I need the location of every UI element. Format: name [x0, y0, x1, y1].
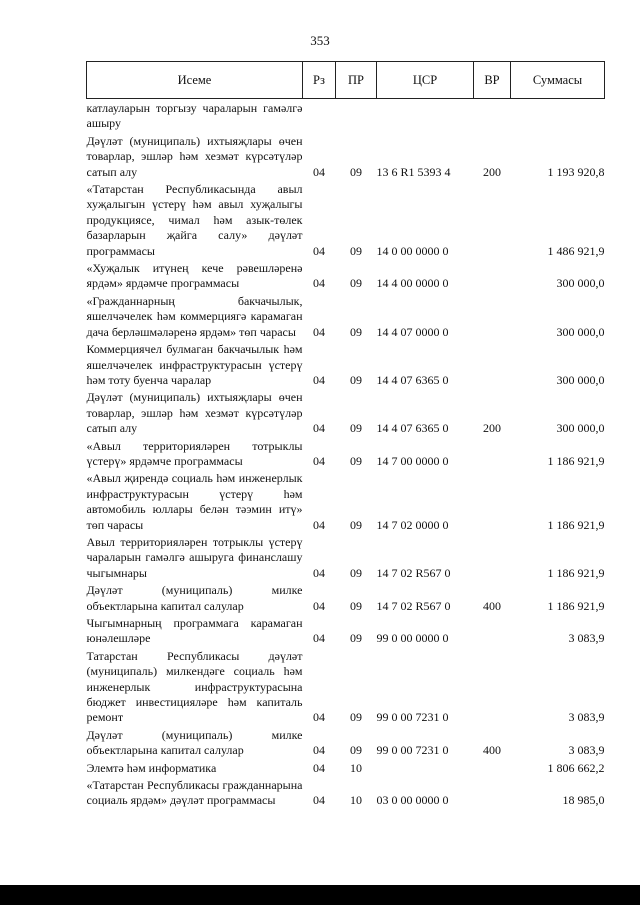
row-name: Татарстан Республикасы дәүләт (муниципаль) милкендәге социаль һәм инженерлык инфраструктурасына бюджет инвестицияләре һәм капиталь ремонт: [86, 648, 303, 725]
row-vr: [474, 759, 511, 776]
row-rz: 04: [313, 598, 325, 613]
header-name: Исеме: [87, 62, 303, 99]
row-pr: 09: [350, 598, 362, 613]
row-vr: [474, 180, 511, 259]
row-sum: 3 083,9: [568, 631, 605, 646]
row-name: «Авыл җирендә социаль һәм инженерлык инфраструктурасын үстерү һәм автомобиль юллары белән тәэмин итү» төп чарасы: [86, 471, 303, 532]
row-name: «Хуҗалык итүнең кече рәвешләренә ярдәм» ярдәмче программасы: [86, 261, 303, 291]
row-pr: 09: [350, 372, 362, 387]
row-csr: 14 0 00 0000 0: [376, 243, 449, 258]
row-csr: [377, 759, 474, 776]
row-rz: 04: [313, 372, 325, 387]
row-rz: 04: [313, 565, 325, 580]
table-row: [87, 180, 605, 259]
row-csr: 14 4 07 6365 0: [376, 372, 449, 387]
row-sum: 18 985,0: [562, 793, 605, 808]
row-sum: 1 193 920,8: [547, 164, 605, 179]
row-sum: 1 186 921,9: [547, 598, 605, 613]
row-pr: 09: [350, 565, 362, 580]
row-csr: 14 4 07 6365 0: [376, 421, 449, 436]
row-vr: [474, 292, 511, 340]
header-pr: ПР: [336, 62, 377, 99]
row-rz: 04: [313, 631, 325, 646]
row-pr: 09: [350, 453, 362, 468]
row-sum: 1 186 921,9: [547, 453, 605, 468]
budget-table: [86, 61, 605, 809]
row-name: «Татарстан Республикасында авыл хуҗалыгын үстерү һәм авыл хуҗалыгы продукциясе, чимал һәм азык-төлек базарларын җайга салу» дәүләт программасы: [86, 182, 303, 258]
row-csr: [377, 99, 474, 132]
row-sum: 1 806 662,2: [547, 760, 605, 775]
row-pr: 09: [350, 743, 362, 758]
row-name: Дәүләт (муниципаль) ихтыяҗлары өчен товарлар, эшләр һәм хезмәт күрсәтүләр сатып алу: [86, 390, 303, 436]
row-vr: 400: [483, 743, 501, 758]
table-row: [87, 776, 605, 809]
row-rz: 04: [313, 243, 325, 258]
page-number: 353: [310, 33, 330, 48]
row-rz: 04: [313, 453, 325, 468]
row-vr: 200: [483, 421, 501, 436]
header-sum: Суммасы: [511, 62, 605, 99]
row-csr: 14 7 02 R567 0: [376, 598, 451, 613]
row-pr: 09: [350, 631, 362, 646]
row-csr: 14 7 00 0000 0: [376, 453, 449, 468]
row-name: катлауларын торгызу чараларын гамәлгә ашыру: [86, 101, 303, 131]
table-row: [87, 99, 605, 132]
row-pr: 09: [350, 710, 362, 725]
row-sum: 300 000,0: [556, 276, 605, 291]
table-row: [87, 647, 605, 726]
row-vr: [474, 437, 511, 470]
row-rz: 04: [313, 743, 325, 758]
table-row: [87, 614, 605, 647]
row-vr: 200: [483, 164, 501, 179]
row-pr: 10: [350, 793, 362, 808]
table-row: [87, 292, 605, 340]
row-csr: 14 4 07 0000 0: [376, 324, 449, 339]
table-row: [87, 581, 605, 614]
row-name: Элемтә һәм информатика: [86, 760, 217, 775]
row-csr: 13 6 R1 5393 4: [376, 164, 451, 179]
table-row: [87, 132, 605, 180]
table-row: [87, 469, 605, 533]
row-name: «Татарстан Республикасы гражданнарына социаль ярдәм» дәүләт программасы: [86, 778, 303, 808]
row-name: Чыгымнарның программага карамаган юнәлешләре: [86, 616, 303, 646]
row-sum: 3 083,9: [568, 743, 605, 758]
table-row: [87, 259, 605, 292]
row-sum: 1 486 921,9: [547, 243, 605, 258]
row-vr: [474, 259, 511, 292]
row-sum: 300 000,0: [556, 421, 605, 436]
row-vr: [474, 99, 511, 132]
table-row: [87, 437, 605, 470]
row-rz: 04: [313, 164, 325, 179]
row-name: «Гражданнарның бакчачылык, яшелчәчелек һәм коммерциягә карамаган дача берләшмәләренә ярдәм» төп чарасы: [86, 293, 303, 339]
row-rz: [303, 99, 336, 132]
table-header: [87, 62, 605, 99]
row-rz: 04: [313, 760, 325, 775]
row-name: Дәүләт (муниципаль) милке объектларына капитал салулар: [86, 583, 303, 613]
row-vr: [474, 647, 511, 726]
row-csr: 99 0 00 7231 0: [376, 743, 449, 758]
header-vr: ВР: [474, 62, 511, 99]
row-csr: 14 7 02 0000 0: [376, 517, 449, 532]
table-row: [87, 726, 605, 759]
row-vr: [474, 533, 511, 581]
row-csr: 14 4 00 0000 0: [376, 276, 449, 291]
header-csr: ЦСР: [377, 62, 474, 99]
row-pr: 09: [350, 421, 362, 436]
row-pr: 09: [350, 276, 362, 291]
row-pr: 10: [350, 760, 362, 775]
row-pr: 09: [350, 324, 362, 339]
row-vr: [474, 614, 511, 647]
row-pr: 09: [350, 243, 362, 258]
row-name: «Авыл территорияләрен тотрыклы үстерү» ярдәмче программасы: [86, 438, 303, 468]
row-rz: 04: [313, 517, 325, 532]
row-csr: 99 0 00 7231 0: [376, 710, 449, 725]
row-rz: 04: [313, 421, 325, 436]
row-vr: 400: [483, 598, 501, 613]
table-body: [87, 99, 605, 809]
row-csr: 03 0 00 0000 0: [376, 793, 449, 808]
row-sum: [511, 99, 605, 132]
row-pr: [336, 99, 377, 132]
scan-bottom-edge: [0, 885, 640, 905]
row-rz: 04: [313, 276, 325, 291]
row-vr: [474, 776, 511, 809]
header-rz: Рз: [303, 62, 336, 99]
table-row: [87, 533, 605, 581]
row-name: Авыл территорияләрен тотрыклы үстерү чараларын гамәлгә ашыруга финанслашу чыгымнары: [86, 534, 303, 580]
table-row: [87, 388, 605, 436]
row-csr: 99 0 00 0000 0: [376, 631, 449, 646]
row-name: Дәүләт (муниципаль) милке объектларына капитал салулар: [86, 727, 303, 758]
row-rz: 04: [313, 793, 325, 808]
row-name: Дәүләт (муниципаль) ихтыяҗлары өчен товарлар, эшләр һәм хезмәт күрсәтүләр сатып алу: [86, 133, 303, 179]
row-sum: 3 083,9: [568, 710, 605, 725]
row-sum: 1 186 921,9: [547, 517, 605, 532]
row-name: Коммерциячел булмаган бакчачылык һәм яшелчәчелек инфраструктурасын үстерү һәм тоту буенча чаралар: [86, 342, 303, 387]
row-sum: 300 000,0: [556, 372, 605, 387]
row-sum: 300 000,0: [556, 324, 605, 339]
row-rz: 04: [313, 324, 325, 339]
row-vr: [474, 340, 511, 388]
row-pr: 09: [350, 517, 362, 532]
row-csr: 14 7 02 R567 0: [376, 565, 451, 580]
table-row: [87, 759, 605, 776]
row-sum: 1 186 921,9: [547, 565, 605, 580]
row-rz: 04: [313, 710, 325, 725]
table-row: [87, 340, 605, 388]
row-vr: [474, 469, 511, 533]
row-pr: 09: [350, 164, 362, 179]
